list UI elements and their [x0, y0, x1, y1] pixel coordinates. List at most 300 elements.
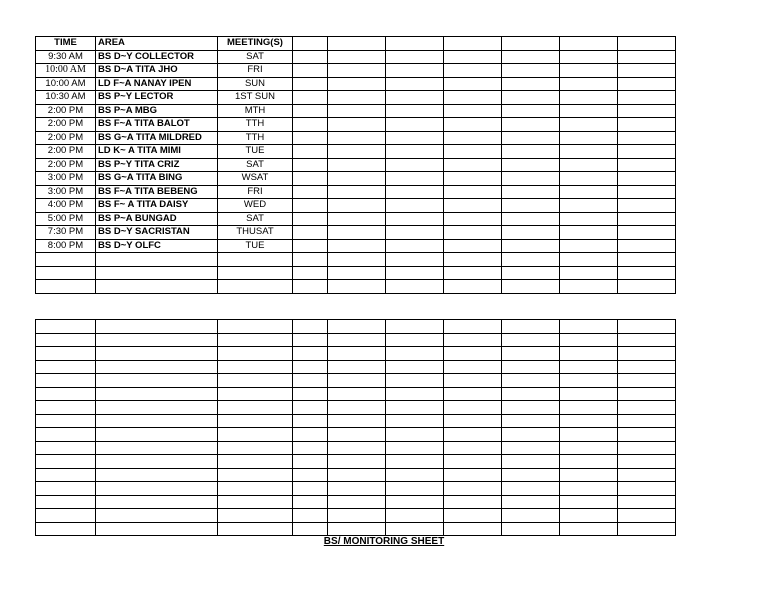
table-row [36, 212, 676, 226]
empty-cell [444, 522, 502, 536]
empty-cell [502, 482, 560, 496]
empty-cell [560, 226, 618, 240]
empty-cell [502, 333, 560, 347]
time-cell: 8:00 PM [36, 239, 96, 253]
blank-row [36, 428, 676, 442]
empty-cell [502, 266, 560, 280]
empty-cell [218, 441, 293, 455]
area-cell: BS D~A TITA JHO [96, 64, 218, 78]
blank-row [36, 333, 676, 347]
empty-cell [386, 280, 444, 294]
empty-cell [36, 401, 96, 415]
empty-cell [293, 280, 328, 294]
empty-cell [444, 374, 502, 388]
empty-cell [560, 495, 618, 509]
area-cell: BS D~Y COLLECTOR [96, 50, 218, 64]
empty-cell [560, 360, 618, 374]
empty-cell [36, 280, 96, 294]
meetings-cell: TTH [218, 118, 293, 132]
empty-cell [618, 172, 676, 186]
empty-cell [560, 158, 618, 172]
empty-cell [502, 387, 560, 401]
empty-cell [560, 333, 618, 347]
blank-row [36, 509, 676, 523]
empty-cell [502, 64, 560, 78]
empty-cell [293, 226, 328, 240]
table-row [36, 185, 676, 199]
empty-cell [560, 387, 618, 401]
empty-cell [444, 333, 502, 347]
schedule-table [35, 36, 676, 294]
empty-cell [96, 414, 218, 428]
table-row [36, 145, 676, 159]
empty-cell [293, 482, 328, 496]
empty-cell [502, 185, 560, 199]
area-cell: BS F~A TITA BALOT [96, 118, 218, 132]
empty-cell [560, 172, 618, 186]
empty-cell [444, 468, 502, 482]
empty-cell [386, 468, 444, 482]
empty-cell [560, 131, 618, 145]
meetings-cell: MTH [218, 104, 293, 118]
empty-cell [560, 428, 618, 442]
meetings-cell: WED [218, 199, 293, 213]
area-cell: BS D~Y SACRISTAN [96, 226, 218, 240]
empty-cell [293, 455, 328, 469]
empty-cell [328, 401, 386, 415]
empty-cell [218, 509, 293, 523]
empty-cell [386, 495, 444, 509]
empty-cell [293, 441, 328, 455]
empty-cell [386, 145, 444, 159]
time-cell: 2:00 PM [36, 104, 96, 118]
empty-cell [328, 428, 386, 442]
empty-cell [218, 347, 293, 361]
sheet-title: BS/ MONITORING SHEET [323, 536, 445, 547]
empty-cell [560, 199, 618, 213]
empty-cell [36, 482, 96, 496]
empty-cell [386, 185, 444, 199]
empty-cell [293, 158, 328, 172]
empty-cell [502, 428, 560, 442]
empty-cell [293, 320, 328, 334]
empty-cell [386, 320, 444, 334]
empty-cell [386, 360, 444, 374]
empty-cell [618, 50, 676, 64]
time-cell: 3:00 PM [36, 172, 96, 186]
empty-cell [328, 374, 386, 388]
empty-cell [618, 509, 676, 523]
empty-cell [618, 441, 676, 455]
empty-cell [36, 522, 96, 536]
empty-cell [560, 401, 618, 415]
empty-cell [96, 495, 218, 509]
blank-row [36, 414, 676, 428]
time-cell: 9:30 AM [36, 50, 96, 64]
empty-cell [328, 347, 386, 361]
table-row [36, 199, 676, 213]
empty-cell [502, 91, 560, 105]
empty-cell [502, 495, 560, 509]
empty-cell [96, 266, 218, 280]
empty-cell [502, 347, 560, 361]
empty-cell [618, 495, 676, 509]
empty-cell [293, 239, 328, 253]
empty-cell [218, 266, 293, 280]
empty-cell [444, 226, 502, 240]
empty-cell [386, 37, 444, 51]
empty-cell [618, 455, 676, 469]
empty-cell [96, 401, 218, 415]
empty-cell [444, 37, 502, 51]
empty-cell [386, 522, 444, 536]
empty-cell [328, 145, 386, 159]
empty-cell [444, 266, 502, 280]
time-cell: 10:30 AM [36, 91, 96, 105]
empty-cell [96, 441, 218, 455]
empty-cell [386, 158, 444, 172]
empty-cell [36, 441, 96, 455]
empty-cell [293, 374, 328, 388]
empty-cell [293, 212, 328, 226]
empty-cell [36, 468, 96, 482]
empty-cell [386, 199, 444, 213]
empty-cell [328, 172, 386, 186]
empty-cell [444, 199, 502, 213]
empty-cell [502, 522, 560, 536]
empty-cell [218, 333, 293, 347]
meetings-cell: THUSAT [218, 226, 293, 240]
empty-cell [560, 441, 618, 455]
empty-cell [618, 253, 676, 267]
empty-cell [444, 91, 502, 105]
empty-cell [328, 455, 386, 469]
empty-cell [218, 253, 293, 267]
empty-cell [502, 199, 560, 213]
empty-cell [444, 185, 502, 199]
empty-cell [502, 441, 560, 455]
empty-cell [502, 280, 560, 294]
empty-cell [618, 37, 676, 51]
empty-cell [96, 509, 218, 523]
empty-cell [293, 145, 328, 159]
empty-cell [386, 64, 444, 78]
empty-cell [36, 495, 96, 509]
empty-cell [386, 374, 444, 388]
empty-cell [560, 374, 618, 388]
empty-cell [560, 77, 618, 91]
empty-cell [618, 468, 676, 482]
blank-row [36, 401, 676, 415]
empty-cell [386, 172, 444, 186]
meetings-cell: SAT [218, 158, 293, 172]
empty-cell [36, 320, 96, 334]
empty-cell [502, 401, 560, 415]
empty-cell [560, 91, 618, 105]
empty-cell [618, 374, 676, 388]
empty-cell [293, 495, 328, 509]
empty-cell [386, 333, 444, 347]
blank-row [36, 455, 676, 469]
empty-cell [96, 482, 218, 496]
empty-cell [218, 495, 293, 509]
time-cell: 4:00 PM [36, 199, 96, 213]
blank-row [36, 360, 676, 374]
empty-cell [96, 320, 218, 334]
empty-cell [328, 495, 386, 509]
empty-cell [36, 360, 96, 374]
empty-cell [618, 185, 676, 199]
blank-row [36, 347, 676, 361]
meetings-cell: TUE [218, 239, 293, 253]
meetings-cell: FRI [218, 64, 293, 78]
empty-cell [618, 320, 676, 334]
empty-cell [293, 77, 328, 91]
empty-cell [560, 64, 618, 78]
empty-cell [293, 509, 328, 523]
area-cell: BS P~A MBG [96, 104, 218, 118]
area-cell: BS P~Y TITA CRIZ [96, 158, 218, 172]
empty-cell [444, 509, 502, 523]
empty-cell [36, 509, 96, 523]
empty-cell [386, 226, 444, 240]
time-cell: 5:00 PM [36, 212, 96, 226]
empty-cell [328, 199, 386, 213]
blank-row [36, 320, 676, 334]
empty-cell [328, 118, 386, 132]
empty-cell [444, 347, 502, 361]
empty-cell [560, 253, 618, 267]
empty-cell [328, 522, 386, 536]
empty-cell [218, 522, 293, 536]
empty-cell [96, 455, 218, 469]
empty-cell [618, 158, 676, 172]
empty-cell [618, 64, 676, 78]
time-cell: 2:00 PM [36, 145, 96, 159]
empty-cell [618, 522, 676, 536]
empty-cell [328, 239, 386, 253]
empty-cell [328, 320, 386, 334]
empty-cell [560, 266, 618, 280]
empty-cell [618, 482, 676, 496]
empty-cell [444, 212, 502, 226]
empty-cell [444, 64, 502, 78]
empty-cell [218, 320, 293, 334]
empty-cell [444, 253, 502, 267]
empty-cell [502, 118, 560, 132]
empty-cell [328, 509, 386, 523]
empty-cell [328, 91, 386, 105]
empty-cell [618, 104, 676, 118]
area-cell: LD F~A NANAY IPEN [96, 77, 218, 91]
empty-cell [96, 522, 218, 536]
empty-cell [36, 428, 96, 442]
empty-cell [618, 347, 676, 361]
empty-cell [96, 374, 218, 388]
empty-cell [444, 172, 502, 186]
empty-cell [218, 360, 293, 374]
table-row [36, 91, 676, 105]
empty-cell [328, 387, 386, 401]
meetings-cell: SUN [218, 77, 293, 91]
empty-cell [502, 212, 560, 226]
empty-cell [502, 239, 560, 253]
empty-cell [328, 280, 386, 294]
empty-cell [36, 347, 96, 361]
blank-row [36, 495, 676, 509]
area-cell: BS P~A BUNGAD [96, 212, 218, 226]
empty-cell [328, 131, 386, 145]
empty-cell [444, 401, 502, 415]
area-cell: BS G~A TITA MILDRED [96, 131, 218, 145]
empty-cell [328, 253, 386, 267]
empty-cell [502, 77, 560, 91]
empty-cell [560, 50, 618, 64]
area-cell: BS F~A TITA BEBENG [96, 185, 218, 199]
empty-cell [618, 199, 676, 213]
empty-cell [293, 199, 328, 213]
empty-cell [218, 482, 293, 496]
meetings-cell: SAT [218, 50, 293, 64]
empty-cell [386, 50, 444, 64]
empty-cell [386, 266, 444, 280]
empty-cell [96, 428, 218, 442]
empty-cell [444, 77, 502, 91]
meetings-cell: 1ST SUN [218, 91, 293, 105]
time-cell: 2:00 PM [36, 158, 96, 172]
empty-cell [96, 253, 218, 267]
empty-cell [560, 212, 618, 226]
table-row [36, 104, 676, 118]
empty-cell [293, 266, 328, 280]
empty-cell [328, 104, 386, 118]
empty-cell [328, 360, 386, 374]
empty-cell [444, 104, 502, 118]
empty-cell [36, 253, 96, 267]
blank-row [36, 280, 676, 294]
empty-cell [386, 77, 444, 91]
table-row [36, 131, 676, 145]
empty-cell [560, 414, 618, 428]
empty-cell [560, 280, 618, 294]
empty-cell [502, 455, 560, 469]
table-row [36, 64, 676, 78]
empty-cell [36, 414, 96, 428]
time-cell: 2:00 PM [36, 118, 96, 132]
empty-cell [618, 333, 676, 347]
empty-cell [502, 509, 560, 523]
empty-cell [386, 428, 444, 442]
empty-cell [293, 172, 328, 186]
empty-cell [328, 50, 386, 64]
empty-cell [618, 131, 676, 145]
empty-cell [444, 50, 502, 64]
empty-cell [386, 91, 444, 105]
empty-cell [96, 468, 218, 482]
empty-cell [386, 387, 444, 401]
empty-cell [328, 185, 386, 199]
empty-cell [560, 482, 618, 496]
blank-row [36, 441, 676, 455]
empty-cell [328, 158, 386, 172]
empty-cell [36, 266, 96, 280]
empty-cell [618, 226, 676, 240]
empty-cell [96, 280, 218, 294]
empty-cell [293, 131, 328, 145]
meetings-cell: WSAT [218, 172, 293, 186]
empty-cell [218, 455, 293, 469]
empty-cell [328, 333, 386, 347]
area-cell: BS P~Y LECTOR [96, 91, 218, 105]
time-cell: 2:00 PM [36, 131, 96, 145]
empty-cell [293, 360, 328, 374]
empty-cell [36, 455, 96, 469]
empty-cell [96, 360, 218, 374]
empty-cell [293, 468, 328, 482]
empty-cell [444, 414, 502, 428]
empty-cell [444, 360, 502, 374]
area-cell: BS G~A TITA BING [96, 172, 218, 186]
empty-cell [560, 185, 618, 199]
blank-row [36, 468, 676, 482]
meetings-cell: TUE [218, 145, 293, 159]
empty-cell [618, 91, 676, 105]
header-time: TIME [36, 37, 96, 51]
empty-cell [328, 482, 386, 496]
empty-cell [293, 401, 328, 415]
area-cell: BS F~ A TITA DAISY [96, 199, 218, 213]
empty-cell [444, 145, 502, 159]
empty-cell [618, 239, 676, 253]
empty-cell [386, 212, 444, 226]
empty-cell [328, 414, 386, 428]
blank-row [36, 253, 676, 267]
empty-cell [618, 266, 676, 280]
empty-cell [502, 414, 560, 428]
empty-cell [560, 347, 618, 361]
meetings-cell: FRI [218, 185, 293, 199]
area-cell: LD K~ A TITA MIMI [96, 145, 218, 159]
empty-cell [386, 118, 444, 132]
empty-cell [444, 131, 502, 145]
blank-row [36, 374, 676, 388]
empty-cell [444, 280, 502, 294]
header-area: AREA [96, 37, 218, 51]
empty-cell [36, 387, 96, 401]
table-row [36, 77, 676, 91]
time-cell: 10:00 AM [36, 77, 96, 91]
empty-cell [36, 333, 96, 347]
empty-cell [328, 212, 386, 226]
empty-cell [293, 522, 328, 536]
empty-cell [560, 522, 618, 536]
empty-cell [218, 280, 293, 294]
blank-row [36, 482, 676, 496]
empty-cell [502, 158, 560, 172]
table-row [36, 172, 676, 186]
empty-cell [218, 414, 293, 428]
empty-cell [502, 374, 560, 388]
empty-cell [96, 347, 218, 361]
table-row [36, 158, 676, 172]
empty-cell [560, 320, 618, 334]
empty-cell [293, 333, 328, 347]
empty-cell [502, 226, 560, 240]
empty-cell [293, 50, 328, 64]
empty-cell [502, 131, 560, 145]
empty-cell [96, 333, 218, 347]
empty-cell [444, 239, 502, 253]
